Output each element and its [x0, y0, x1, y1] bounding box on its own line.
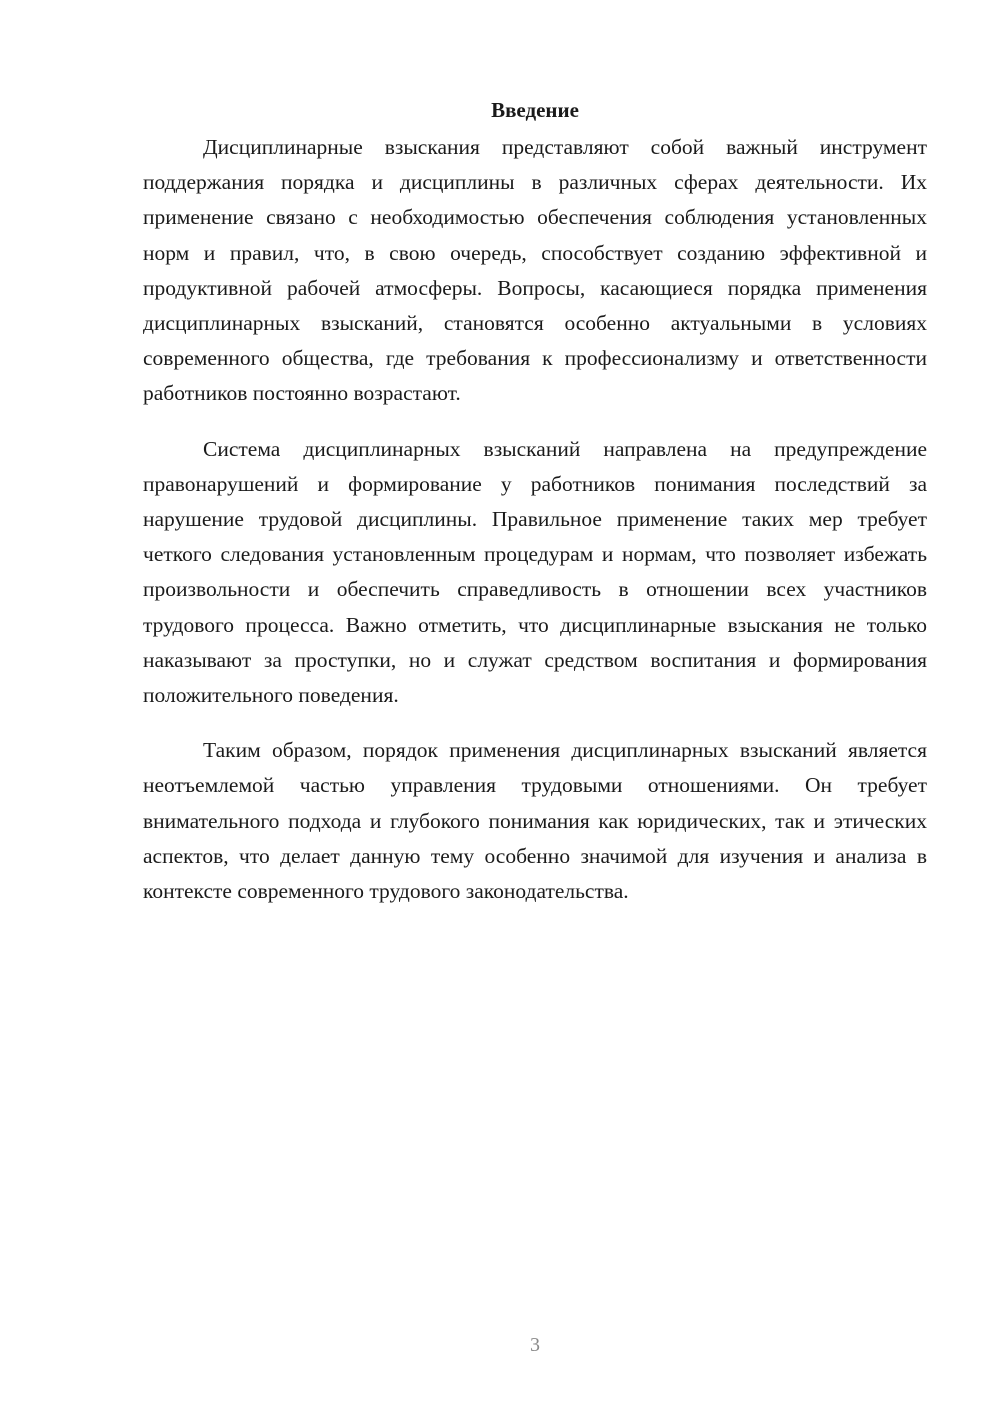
section-title: Введение — [491, 98, 579, 122]
page-number: 3 — [530, 1334, 540, 1356]
page-content — [143, 92, 927, 929]
paragraph-3: Таким образом, порядок применения дисциплинарных взысканий является неотъемлемой частью управления трудовыми отношениями. Он требует внимательного подхода и глубокого понимания как юридических, так и этических аспектов, что делает данную тему особенно значимой для изучения и анализа в контексте современного трудового законодательства. — [143, 738, 927, 904]
paragraph-2: Система дисциплинарных взысканий направлена на предупреждение правонарушений и формирование у работников понимания последствий за нарушение трудовой дисциплины. Правильное применение таких мер требует четкого следования установленным процедурам и нормам, что позволяет избежать произвольности и обеспечить справедливость в отношении всех участников трудового процесса. Важно отметить, что дисциплинарные взыскания не только наказывают за проступки, но и служат средством воспитания и формирования положительного поведения. — [143, 436, 927, 708]
paragraph-1: Дисциплинарные взыскания представляют собой важный инструмент поддержания порядка и дисциплины в различных сферах деятельности. Их применение связано с необходимостью обеспечения соблюдения установленных норм и правил, что, в свою очередь, способствует созданию эффективной и продуктивной рабочей атмосферы. Вопросы, касающиеся порядка применения дисциплинарных взысканий, становятся особенно актуальными в условиях современного общества, где требования к профессионализму и ответственности работников постоянно возрастают. — [143, 135, 927, 406]
